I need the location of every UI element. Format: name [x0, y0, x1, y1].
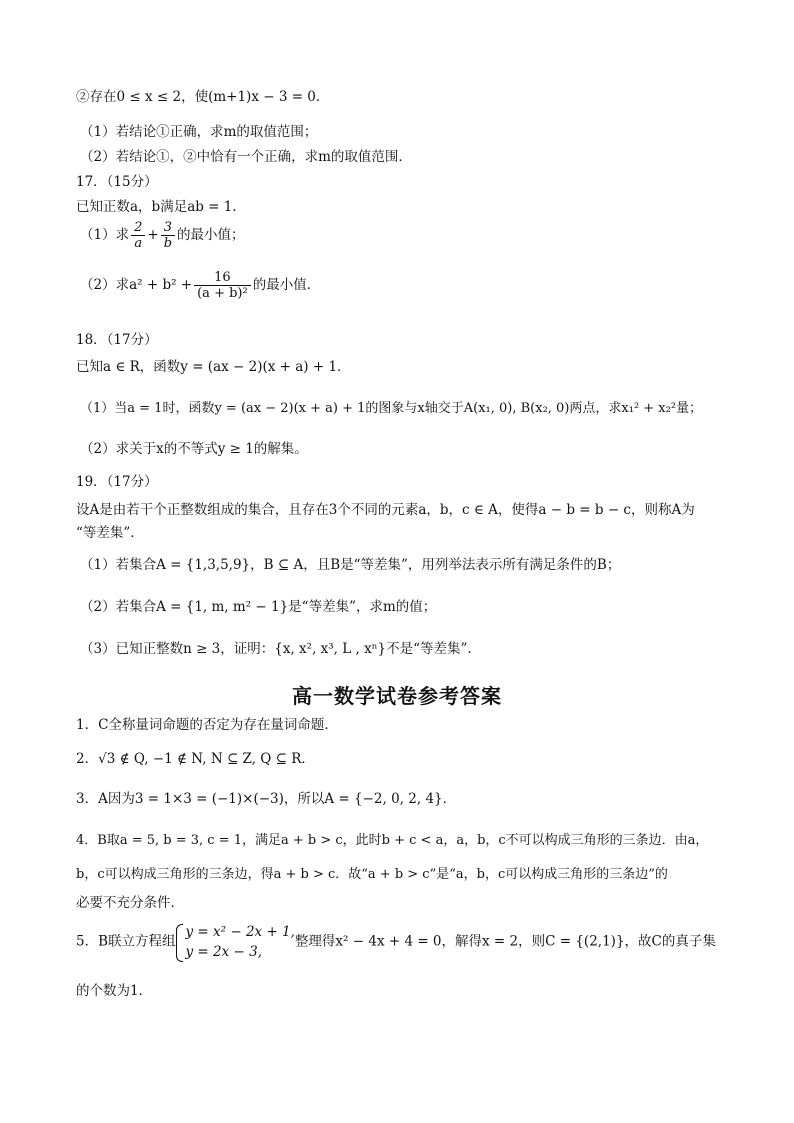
fraction-numerator: 16 [194, 270, 251, 286]
q16-part-1: （1）若结论①正确，求m的取值范围； [80, 124, 318, 140]
q18-part-2: （2）求关于x的不等式y ≥ 1的解集。 [80, 441, 308, 457]
q19-part-1: （1）若集合A = {1,3,5,9}，B ⊆ A，且B是“等差集”，用列举法表示所有满足条件的B； [80, 557, 621, 573]
fraction-denominator: (a + b)² [197, 286, 248, 301]
left-brace [176, 924, 183, 962]
q18-header: 18．（17分） [76, 332, 158, 348]
q16-part-2: （2）若结论①，②中恰有一个正确，求m的取值范围． [80, 149, 412, 165]
answer-4-line-1: 4．B取a = 5, b = 3, c = 1，满足a + b > c，此时b + c < a，a，b，c不可以构成三角形的三条边．由a， [76, 833, 709, 848]
q17-header: 17．（15分） [76, 174, 158, 190]
answer-2: 2．√3 ∉ Q, −1 ∉ N, N ⊆ Z, Q ⊆ R． [76, 751, 315, 767]
answer-5-line-2: 的个数为1． [76, 983, 153, 999]
answer-3: 3．A因为3 = 1×3 = (−1)×(−3)，所以A = {−2, 0, 2, 4}． [76, 791, 457, 807]
q17-part-2 [80, 270, 320, 301]
q18-stem: 已知a ∈ R，函数y = (ax − 2)(x + a) + 1． [76, 359, 351, 375]
q19-stem-line-2: “等差集”． [76, 525, 144, 541]
fraction-numerator: 2 [131, 220, 145, 236]
q17-p1-suffix: 的最小值； [177, 227, 245, 243]
q18-part-1: （1）当a = 1时，函数y = (ax − 2)(x + a) + 1的图象与x轴交于A(x₁, 0), B(x₂, 0)两点，求x₁² + x₂²量； [80, 401, 703, 416]
answers-title: 高一数学试卷参考答案 [292, 684, 502, 708]
fraction-numerator: 3 [161, 220, 175, 236]
fraction-3-over-b [161, 220, 175, 251]
equation-system [176, 922, 295, 962]
equation-row: y = 2x − 3, [185, 944, 263, 960]
answer-5-suffix: 整理得x² − 4x + 4 = 0，解得x = 2，则C = {(2,1)}，故C的真子集 [294, 933, 716, 950]
answer-1: 1．C全称量词命题的否定为存在量词命题． [76, 717, 338, 733]
q17-stem: 已知正数a，b满足ab = 1． [76, 199, 246, 215]
fraction-denominator: b [163, 236, 173, 251]
q17-p2-suffix: 的最小值． [252, 277, 321, 293]
q19-header: 19．（17分） [76, 474, 158, 490]
fraction-denominator: a [134, 236, 143, 251]
answer-5-line-1 [76, 922, 716, 962]
q19-part-3: （3）已知正整数n ≥ 3，证明：{x, x², x³, L , xⁿ}不是“等差集”． [80, 641, 481, 657]
q16-condition-2: ②存在0 ≤ x ≤ 2，使(m+1)x − 3 = 0． [76, 89, 330, 105]
fraction-2-over-a [131, 220, 145, 251]
answer-4-line-2: b，c可以构成三角形的三条边，得a + b > c．故“a + b > c”是“a，b，c可以构成三角形的三条边”的 [76, 867, 668, 882]
equation-row: y = x² − 2x + 1, [185, 924, 295, 940]
q19-part-2: （2）若集合A = {1, m, m² − 1}是“等差集”，求m的值； [80, 599, 437, 615]
answer-5-prefix: 5．B联立方程组 [76, 933, 176, 950]
q17-part-1 [80, 220, 245, 251]
q17-p1-prefix: （1）求 [80, 227, 130, 243]
fraction-16-over-sum-squared [194, 270, 251, 301]
plus-sign: + [147, 227, 159, 243]
q19-stem-line-1: 设A是由若干个正整数组成的集合，且存在3个不同的元素a，b，c ∈ A，使得a − b = b − c，则称A为 [76, 502, 695, 518]
answer-4-line-3: 必要不充分条件． [76, 895, 184, 911]
q17-p2-prefix: （2）求a² + b² + [80, 277, 193, 293]
